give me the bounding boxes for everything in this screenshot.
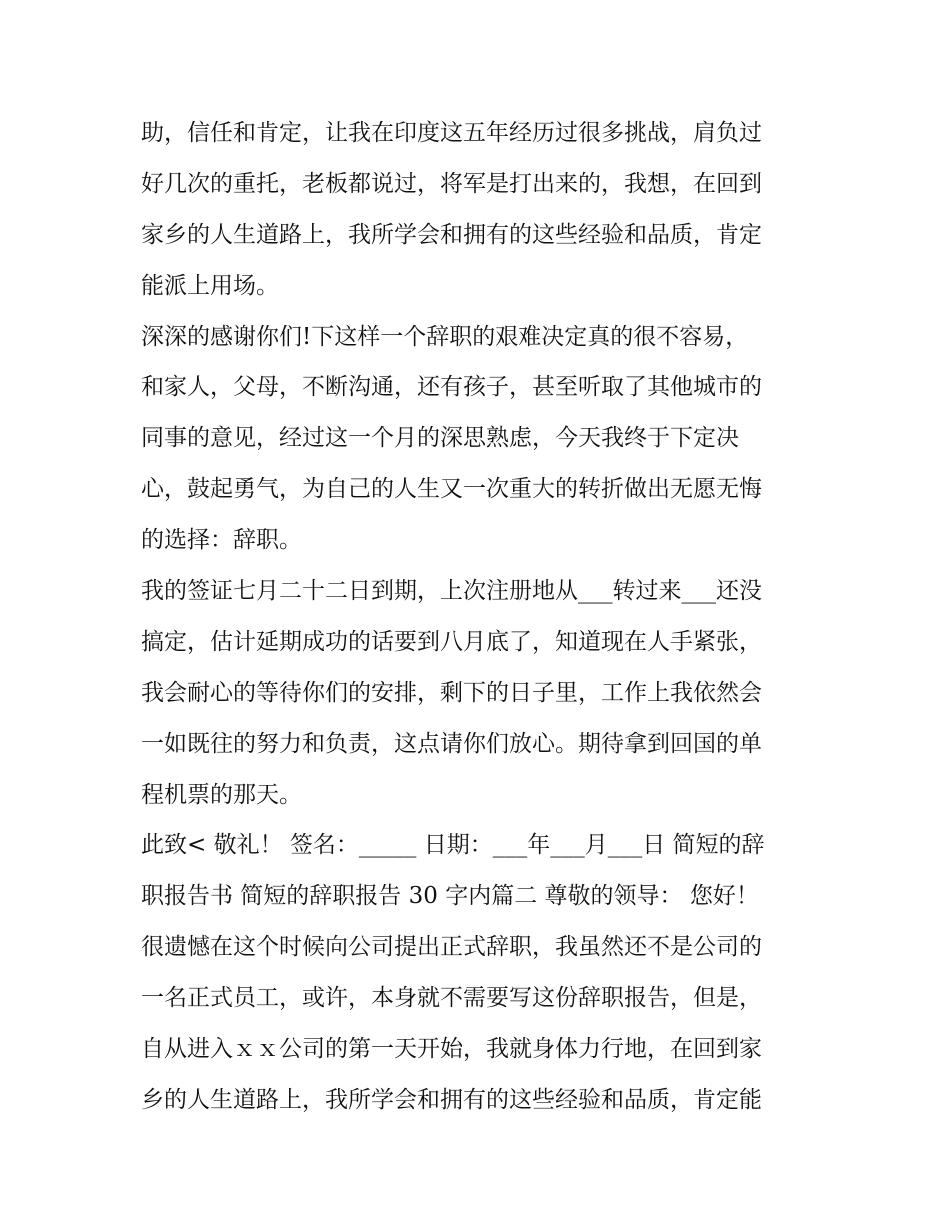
- text-line: 程机票的那天。: [141, 781, 302, 808]
- text-line: 我会耐心的等待你们的安排，剩下的日子里，工作上我依然会: [141, 679, 762, 706]
- text-line: 自从进入ｘｘ公司的第一天开始，我就身体力行地，在回到家: [141, 1036, 762, 1063]
- text-line: 心，鼓起勇气，为自己的人生又一次重大的转折做出无愿无悔: [141, 476, 762, 503]
- text-line: 一名正式员工，或许，本身就不需要写这份辞职报告，但是，: [141, 985, 762, 1012]
- text-line: 能派上用场。: [141, 272, 279, 299]
- text-line: 一如既往的努力和负责，这点请你们放心。期待拿到回国的单: [141, 730, 762, 757]
- text-line: 此致< 敬礼！ 签名：_____ 日期：___年___月___日 简短的辞: [141, 832, 765, 859]
- text-line: 的选择：辞职。: [141, 527, 302, 554]
- text-line: 我的签证七月二十二日到期，上次注册地从___转过来___还没: [141, 578, 762, 605]
- text-line: 助，信任和肯定，让我在印度这五年经历过很多挑战，肩负过: [141, 120, 762, 146]
- text-line: 搞定，估计延期成功的话要到八月底了，知道现在人手紧张，: [141, 628, 762, 655]
- text-line: 职报告书 简短的辞职报告 30 字内篇二 尊敬的领导： 您好！: [141, 883, 759, 910]
- document-body: [141, 108, 821, 1126]
- text-line: 好几次的重托，老板都说过，将军是打出来的，我想，在回到: [141, 170, 762, 197]
- text-line: 和家人，父母，不断沟通，还有孩子，甚至听取了其他城市的: [141, 374, 762, 401]
- text-line: 家乡的人生道路上，我所学会和拥有的这些经验和品质，肯定: [141, 221, 762, 248]
- text-line: 乡的人生道路上，我所学会和拥有的这些经验和品质，肯定能: [141, 1086, 762, 1113]
- text-line: 同事的意见，经过这一个月的深思熟虑，今天我终于下定决: [141, 425, 739, 452]
- text-line: 深深的感谢你们!下这样一个辞职的艰难决定真的很不容易，: [141, 323, 749, 350]
- text-line: 很遗憾在这个时候向公司提出正式辞职，我虽然还不是公司的: [141, 934, 762, 961]
